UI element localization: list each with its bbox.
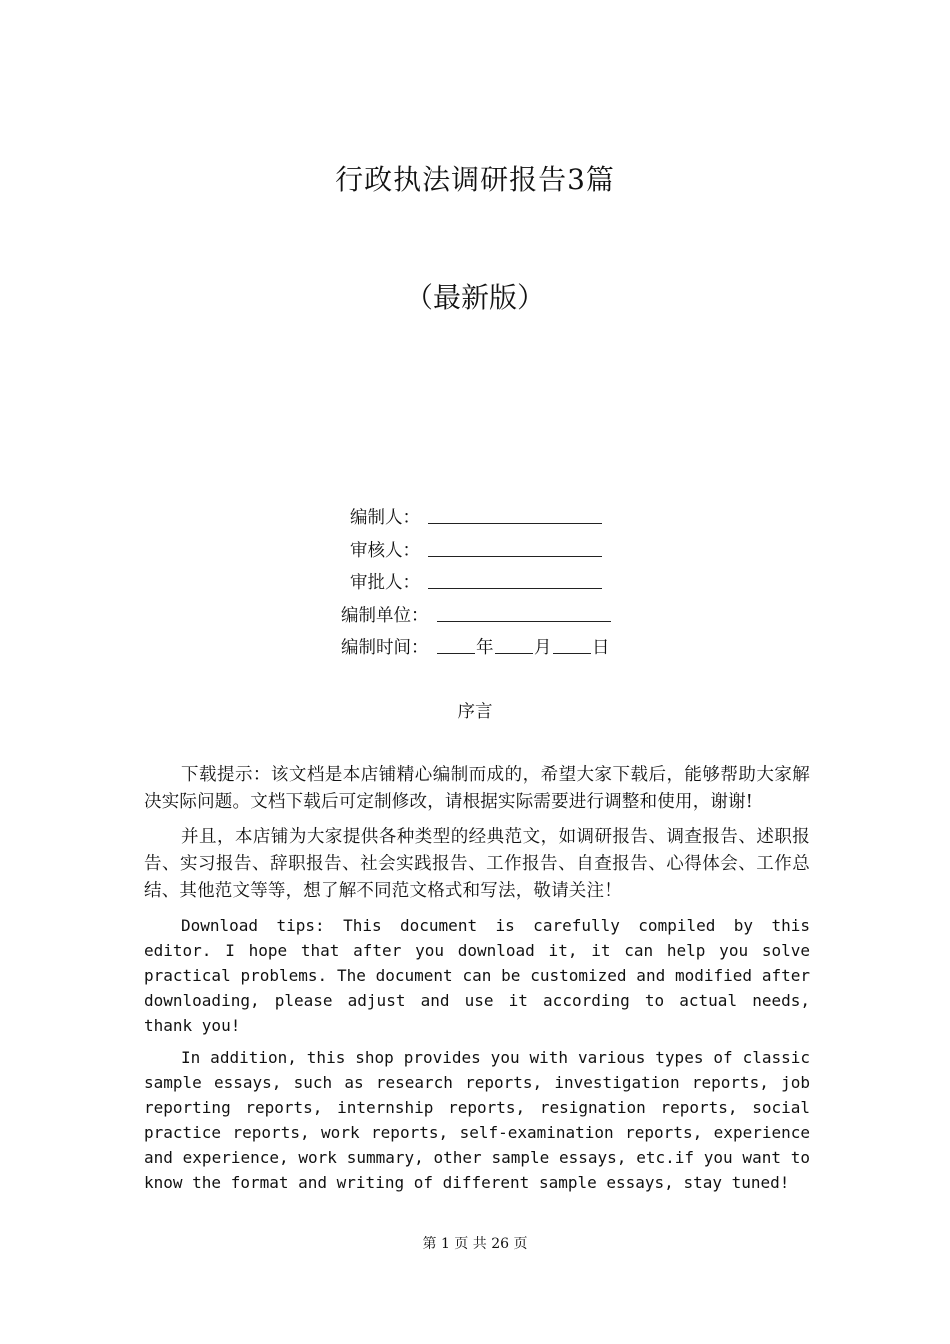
- preface-paragraph-cn-1: 下载提示：该文档是本店铺精心编制而成的，希望大家下载后，能够帮助大家解决实际问题。文档下载后可定制修改，请根据实际需要进行调整和使用，谢谢!: [144, 765, 810, 812]
- day-label: 日: [592, 638, 610, 658]
- unit-label: 编制单位：: [341, 605, 429, 626]
- reviewer-row: [0, 535, 950, 568]
- preface-body: [144, 762, 810, 1202]
- approver-row: [0, 567, 950, 600]
- document-subtitle: （最新版）: [404, 281, 545, 314]
- preface-heading: 序言: [457, 702, 493, 722]
- compiler-blank[interactable]: [428, 523, 602, 524]
- preface-paragraph-en-2: In addition, this shop provides you with various types of classic sample essays, such as research reports, investigation reports, job reporting reports, internship reports, resignation reports, social practice reports, work reports, self-examination reports, experience and experience, work summary, other sample essays, etc.if you want to know the format and writing of different sample essays, stay tuned!: [144, 1048, 810, 1192]
- month-blank[interactable]: [495, 653, 533, 654]
- document-title: 行政执法调研报告3篇: [335, 163, 615, 196]
- unit-row: [0, 600, 950, 633]
- compiler-label: 编制人：: [350, 508, 420, 528]
- approver-label: 审批人：: [350, 573, 420, 593]
- page-number: 第 1 页 共 26 页: [422, 1236, 528, 1252]
- reviewer-blank[interactable]: [428, 556, 602, 557]
- year-label: 年: [476, 638, 494, 658]
- preface-paragraph-cn-2: 并且，本店铺为大家提供各种类型的经典范文，如调研报告、调查报告、述职报告、实习报告、辞职报告、社会实践报告、工作报告、自查报告、心得体会、工作总结、其他范文等等，想了解不同范文格式和写法，敬请关注！: [144, 827, 810, 901]
- time-label: 编制时间：: [341, 638, 429, 658]
- unit-blank[interactable]: [437, 621, 611, 622]
- day-blank[interactable]: [553, 653, 591, 654]
- compiler-row: [0, 502, 950, 535]
- time-row: [0, 632, 950, 665]
- reviewer-label: 审核人：: [350, 540, 420, 561]
- year-blank[interactable]: [437, 653, 475, 654]
- approver-blank[interactable]: [428, 588, 602, 589]
- month-label: 月: [534, 638, 552, 658]
- signoff-form: [0, 502, 950, 665]
- preface-paragraph-en-1: Download tips: This document is carefully compiled by this editor. I hope that after you download it, it can help you solve practical problems. The document can be customized and modified after downloading, please adjust and use it according to actual needs, thank you!: [144, 916, 810, 1035]
